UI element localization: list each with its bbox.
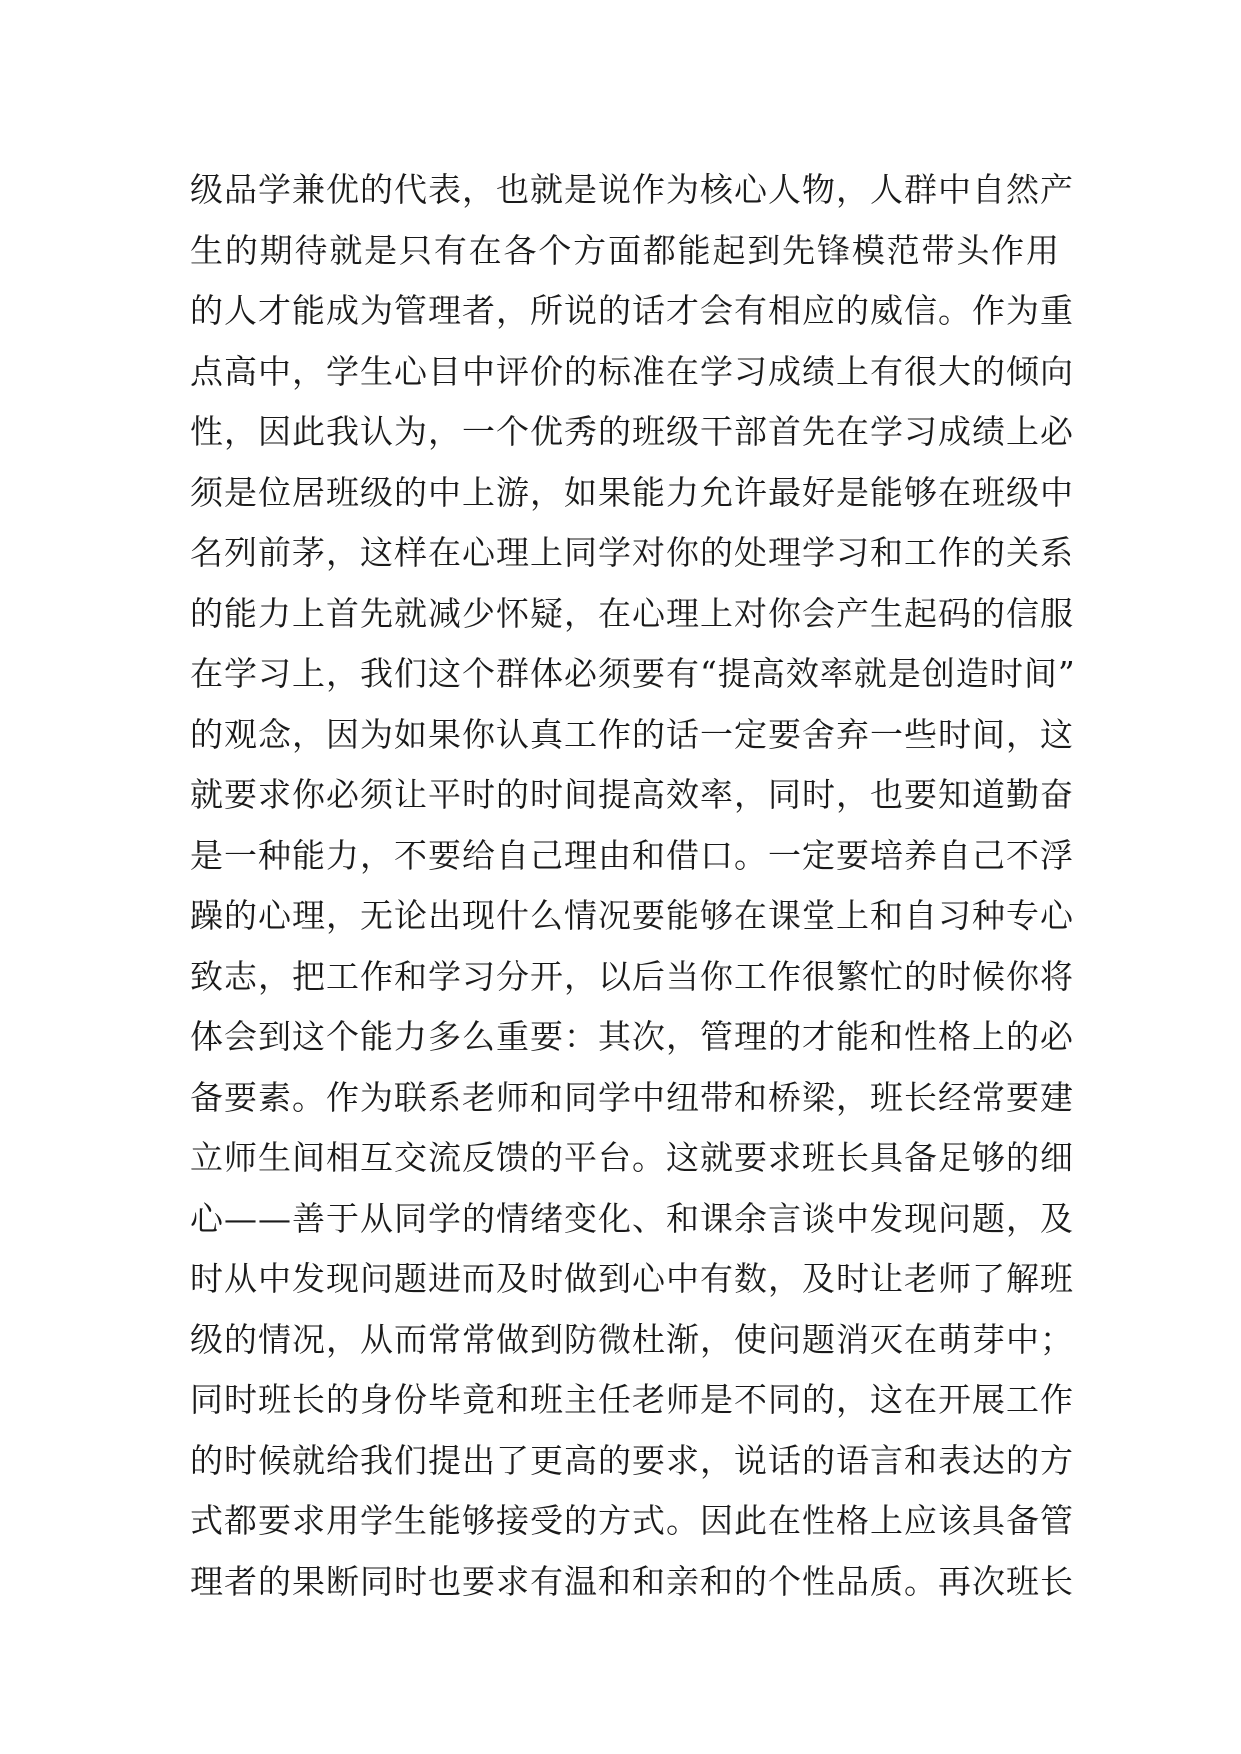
text-line: 时从中发现问题进而及时做到心中有数，及时让老师了解班	[190, 1259, 1074, 1298]
text-line: 名列前茅，这样在心理上同学对你的处理学习和工作的关系	[190, 533, 1074, 572]
text-line: 备要素。作为联系老师和同学中纽带和桥梁，班长经常要建	[190, 1077, 1074, 1117]
text-line: 式都要求用学生能够接受的方式。因此在性格上应该具备管	[190, 1501, 1074, 1540]
text-line: 体会到这个能力多么重要：其次，管理的才能和性格上的必	[190, 1017, 1074, 1056]
text-line: 的能力上首先就减少怀疑，在心理上对你会产生起码的信服	[190, 593, 1074, 633]
text-line: 性，因此我认为，一个优秀的班级干部首先在学习成绩上必	[190, 412, 1074, 451]
text-line: 是一种能力，不要给自己理由和借口。一定要培养自己不浮	[190, 835, 1074, 875]
text-line: 的时候就给我们提出了更高的要求，说话的语言和表达的方	[190, 1440, 1074, 1480]
text-line: 级的情况，从而常常做到防微杜渐，使问题消灭在萌芽中；	[190, 1319, 1074, 1359]
text-line: 的人才能成为管理者，所说的话才会有相应的威信。作为重	[190, 291, 1074, 330]
text-line: 生的期待就是只有在各个方面都能起到先锋模范带头作用	[190, 230, 1060, 270]
text-line: 须是位居班级的中上游，如果能力允许最好是能够在班级中	[190, 472, 1074, 512]
text-line: 心——善于从同学的情绪变化、和课余言谈中发现问题，及	[190, 1198, 1074, 1238]
text-line: 躁的心理，无论出现什么情况要能够在课堂上和自习种专心	[190, 896, 1074, 935]
text-line: 理者的果断同时也要求有温和和亲和的个性品质。再次班长	[190, 1561, 1074, 1601]
text-line: 在学习上，我们这个群体必须要有“提高效率就是创造时间”	[190, 654, 1076, 693]
text-line: 同时班长的身份毕竟和班主任老师是不同的，这在开展工作	[190, 1380, 1074, 1419]
text-line: 致志，把工作和学习分开，以后当你工作很繁忙的时候你将	[190, 956, 1074, 996]
text-line: 立师生间相互交流反馈的平台。这就要求班长具备足够的细	[190, 1138, 1074, 1177]
body-text	[190, 160, 1076, 1612]
text-line: 就要求你必须让平时的时间提高效率，同时，也要知道勤奋	[190, 775, 1074, 814]
text-line: 级品学兼优的代表，也就是说作为核心人物，人群中自然产	[190, 170, 1074, 209]
text-line: 的观念，因为如果你认真工作的话一定要舍弃一些时间，这	[190, 714, 1074, 754]
text-line: 点高中，学生心目中评价的标准在学习成绩上有很大的倾向	[190, 351, 1074, 391]
